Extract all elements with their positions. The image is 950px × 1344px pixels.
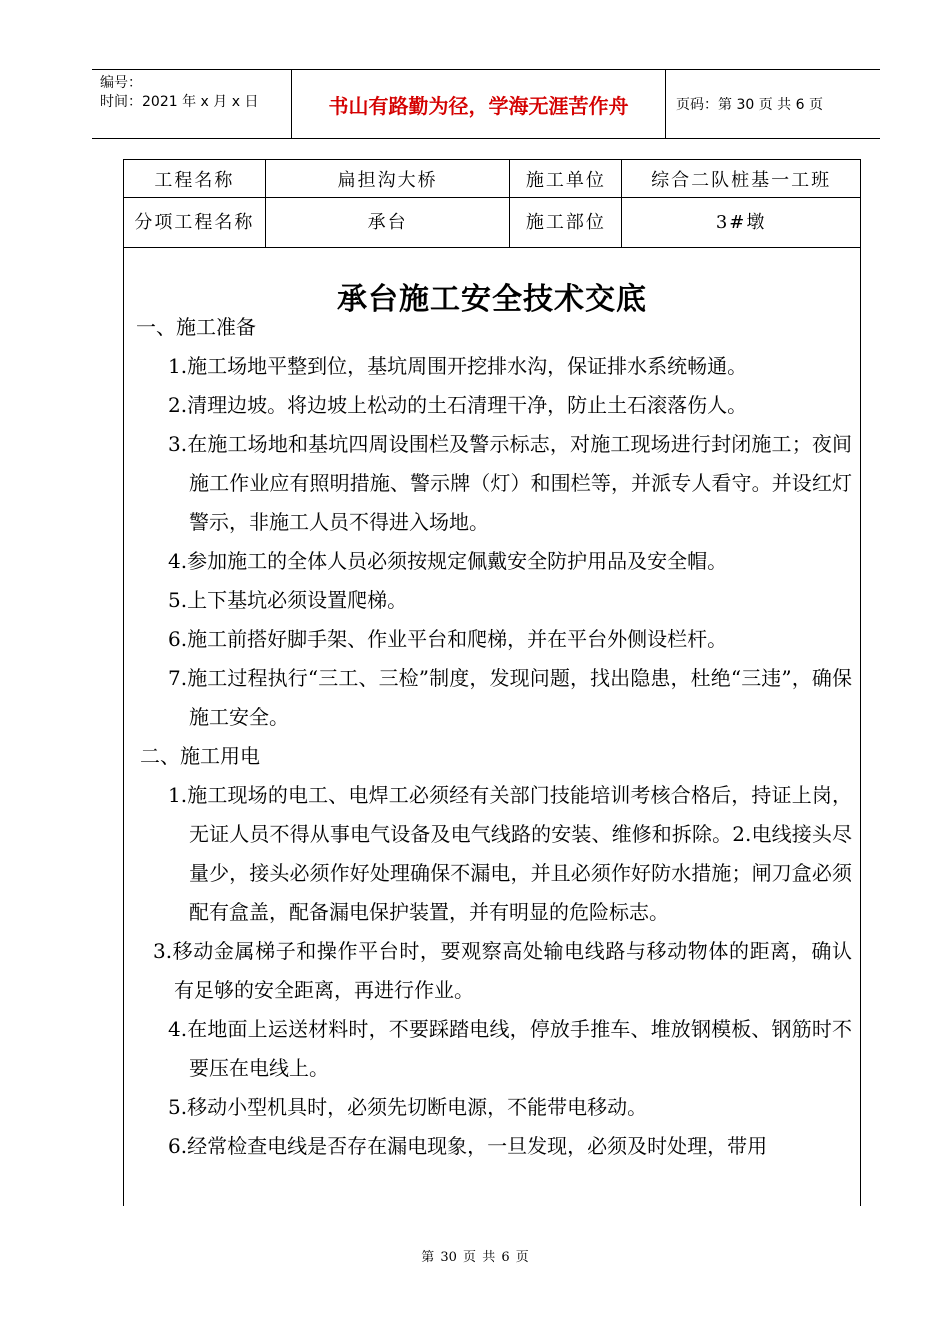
- table-row: [124, 198, 861, 248]
- project-info-table: [123, 159, 861, 248]
- list-item: 5.移动小型机具时，必须先切断电源，不能带电移动。: [168, 1095, 648, 1119]
- list-item: 6.经常检查电线是否存在漏电现象，一旦发现，必须及时处理，带用: [168, 1134, 768, 1158]
- document-title: 承台施工安全技术交底: [337, 282, 647, 317]
- label-construction-part: 施工部位: [510, 198, 622, 248]
- table-row: [124, 160, 861, 198]
- page-header: [92, 69, 880, 139]
- list-item: 1.施工现场的电工、电焊工必须经有关部门技能培训考核合格后，持证上岗，无证人员不得从事电气设备及电气线路的安装、维修和拆除。2.电线接头尽量少，接头必须作好处理确保不漏电，并且必须作好防水措施；闸刀盒必须配有盒盖，配备漏电保护装置，并有明显的危险标志。: [168, 783, 852, 924]
- header-page-number: 页码：第 30 页 共 6 页: [676, 97, 823, 113]
- label-sub-project: 分项工程名称: [124, 198, 266, 248]
- document-body: [123, 246, 861, 1206]
- list-item: 3.移动金属梯子和操作平台时，要观察高处输电线路与移动物体的距离，确认有足够的安全距离，再进行作业。: [153, 939, 852, 1002]
- header-meta: [92, 70, 292, 138]
- list-item: 3.在施工场地和基坑四周设围栏及警示标志，对施工现场进行封闭施工；夜间施工作业应有照明措施、警示牌（灯）和围栏等，并派专人看守。并设红灯警示，非施工人员不得进入场地。: [168, 432, 852, 534]
- section-heading-preparation: 一、施工准备: [136, 315, 256, 339]
- document-content: [124, 308, 862, 1166]
- list-item: 5.上下基坑必须设置爬梯。: [168, 588, 408, 612]
- list-item: 6.施工前搭好脚手架、作业平台和爬梯，并在平台外侧设栏杆。: [168, 627, 728, 651]
- value-sub-project: 承台: [265, 198, 510, 248]
- list-item: 7.施工过程执行“三工、三检”制度，发现问题，找出隐患，杜绝“三违”，确保施工安全。: [168, 666, 852, 729]
- list-item: 4.参加施工的全体人员必须按规定佩戴安全防护用品及安全帽。: [168, 549, 728, 573]
- page-footer: 第 30 页 共 6 页: [421, 1250, 529, 1265]
- value-construction-unit: 综合二队桩基一工班: [622, 160, 861, 198]
- list-item: 4.在地面上运送材料时，不要踩踏电线，停放手推车、堆放钢模板、钢筋时不要压在电线上。: [168, 1017, 852, 1080]
- header-motto: 书山有路勤为径，学海无涯苦作舟: [292, 70, 666, 138]
- header-serial: 编号：: [100, 75, 142, 91]
- section-heading-electricity: 二、施工用电: [140, 744, 260, 768]
- header-date: 时间：2021 年 x 月 x 日: [100, 94, 259, 110]
- value-construction-part: 3#墩: [622, 198, 861, 248]
- label-project-name: 工程名称: [124, 160, 266, 198]
- value-project-name: 扁担沟大桥: [265, 160, 510, 198]
- list-item: 1.施工场地平整到位，基坑周围开挖排水沟，保证排水系统畅通。: [168, 354, 748, 378]
- list-item: 2.清理边坡。将边坡上松动的土石清理干净，防止土石滚落伤人。: [168, 393, 748, 417]
- label-construction-unit: 施工单位: [510, 160, 622, 198]
